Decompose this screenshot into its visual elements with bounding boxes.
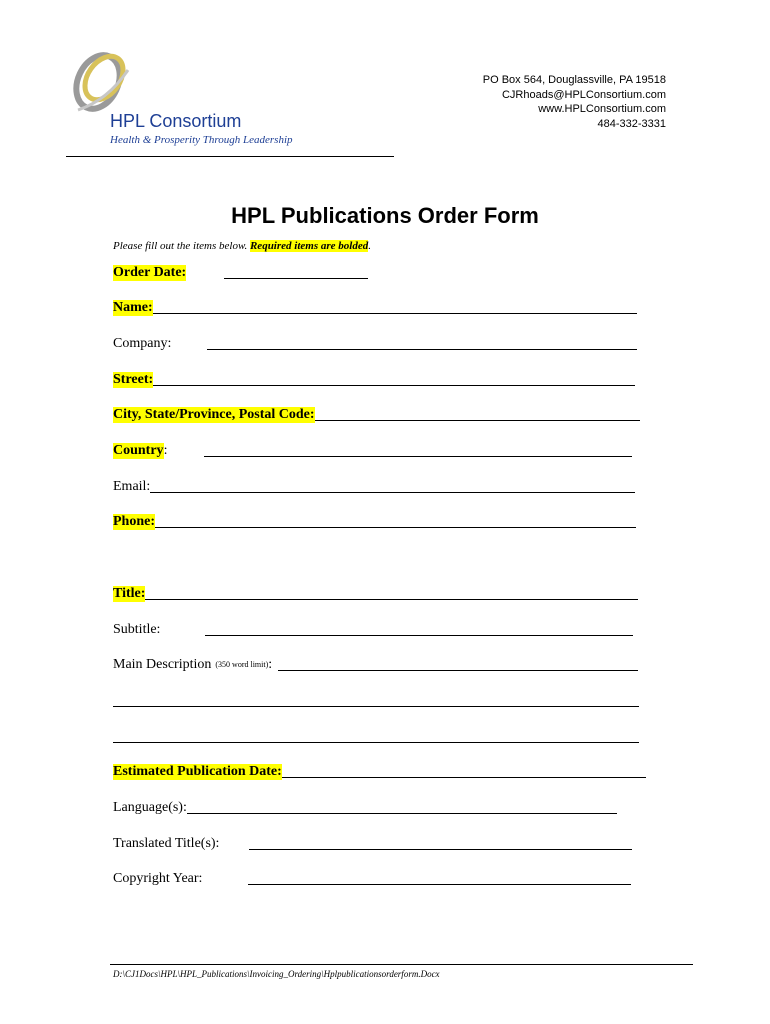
main-description-row: Main Description (350 word limit) : — [113, 655, 638, 673]
phone-input-line[interactable] — [155, 527, 636, 528]
phone-row — [113, 512, 636, 530]
description-line-2 — [113, 691, 639, 709]
description-line-3 — [113, 727, 639, 745]
estimated-date-input-line[interactable] — [282, 777, 646, 778]
country-input-line[interactable] — [204, 456, 632, 457]
header-divider — [66, 156, 394, 157]
translated-titles-row — [113, 834, 632, 852]
translated-titles-input-line[interactable] — [249, 849, 632, 850]
contact-email: CJRhoads@HPLConsortium.com — [501, 88, 666, 101]
footer-file-path: D:\CJ1Docs\HPL\HPL_Publications\Invoicing_Ordering\Hplpublicationsorderform.Docx — [113, 969, 440, 979]
copyright-year-row — [113, 869, 631, 887]
street-label: Street: — [113, 372, 154, 387]
name-row — [113, 298, 637, 316]
required-note: Required items are bolded — [249, 240, 369, 252]
form-instructions — [113, 240, 371, 252]
street-input-line[interactable] — [153, 385, 635, 386]
email-label: Email: — [113, 479, 151, 494]
country-row: Country : — [113, 441, 632, 459]
estimated-date-label: Estimated Publication Date: — [113, 764, 282, 779]
subtitle-label: Subtitle: — [113, 622, 161, 637]
main-description-input-line[interactable] — [278, 670, 638, 671]
contact-website: www.HPLConsortium.com — [538, 103, 666, 115]
order-date-label: Order Date: — [113, 265, 187, 280]
name-input-line[interactable] — [153, 313, 637, 314]
instructions-end: . — [368, 240, 371, 252]
description-input-line-2[interactable] — [113, 706, 639, 707]
company-row — [113, 334, 637, 352]
contact-block — [483, 73, 666, 131]
footer-divider — [110, 964, 693, 965]
title-input-line[interactable] — [145, 599, 638, 600]
word-limit-note: (350 word limit) — [215, 660, 269, 669]
copyright-year-input-line[interactable] — [248, 884, 631, 885]
subtitle-input-line[interactable] — [205, 635, 633, 636]
form-title: HPL Publications Order Form — [231, 203, 539, 228]
subtitle-row — [113, 620, 633, 638]
main-description-label: Main Description — [113, 657, 212, 672]
description-input-line-3[interactable] — [113, 742, 639, 743]
languages-input-line[interactable] — [187, 813, 617, 814]
languages-row — [113, 798, 617, 816]
title-row — [113, 584, 638, 602]
phone-label: Phone: — [113, 514, 155, 529]
company-input-line[interactable] — [207, 349, 637, 350]
order-date-row — [113, 263, 368, 281]
title-label: Title: — [113, 586, 146, 601]
city-row — [113, 405, 640, 423]
email-input-line[interactable] — [150, 492, 635, 493]
country-label: Country — [113, 443, 164, 458]
street-row — [113, 370, 635, 388]
copyright-year-label: Copyright Year: — [113, 871, 203, 886]
translated-titles-label: Translated Title(s): — [113, 836, 220, 851]
contact-address: PO Box 564, Douglassville, PA 19518 — [482, 74, 666, 86]
contact-phone: 484-332-3331 — [597, 117, 666, 130]
company-label: Company: — [113, 336, 172, 351]
estimated-date-row — [113, 762, 646, 780]
logo-text: HPL Consortium — [110, 111, 242, 131]
languages-label: Language(s): — [113, 800, 187, 815]
logo-tagline: Health & Prosperity Through Leadership — [110, 134, 293, 146]
email-row — [113, 477, 635, 495]
name-label: Name: — [113, 300, 153, 315]
city-label: City, State/Province, Postal Code: — [113, 407, 315, 422]
city-input-line[interactable] — [315, 420, 640, 421]
instructions-text: Please fill out the items below. — [113, 240, 248, 252]
order-date-input-line[interactable] — [224, 278, 368, 279]
